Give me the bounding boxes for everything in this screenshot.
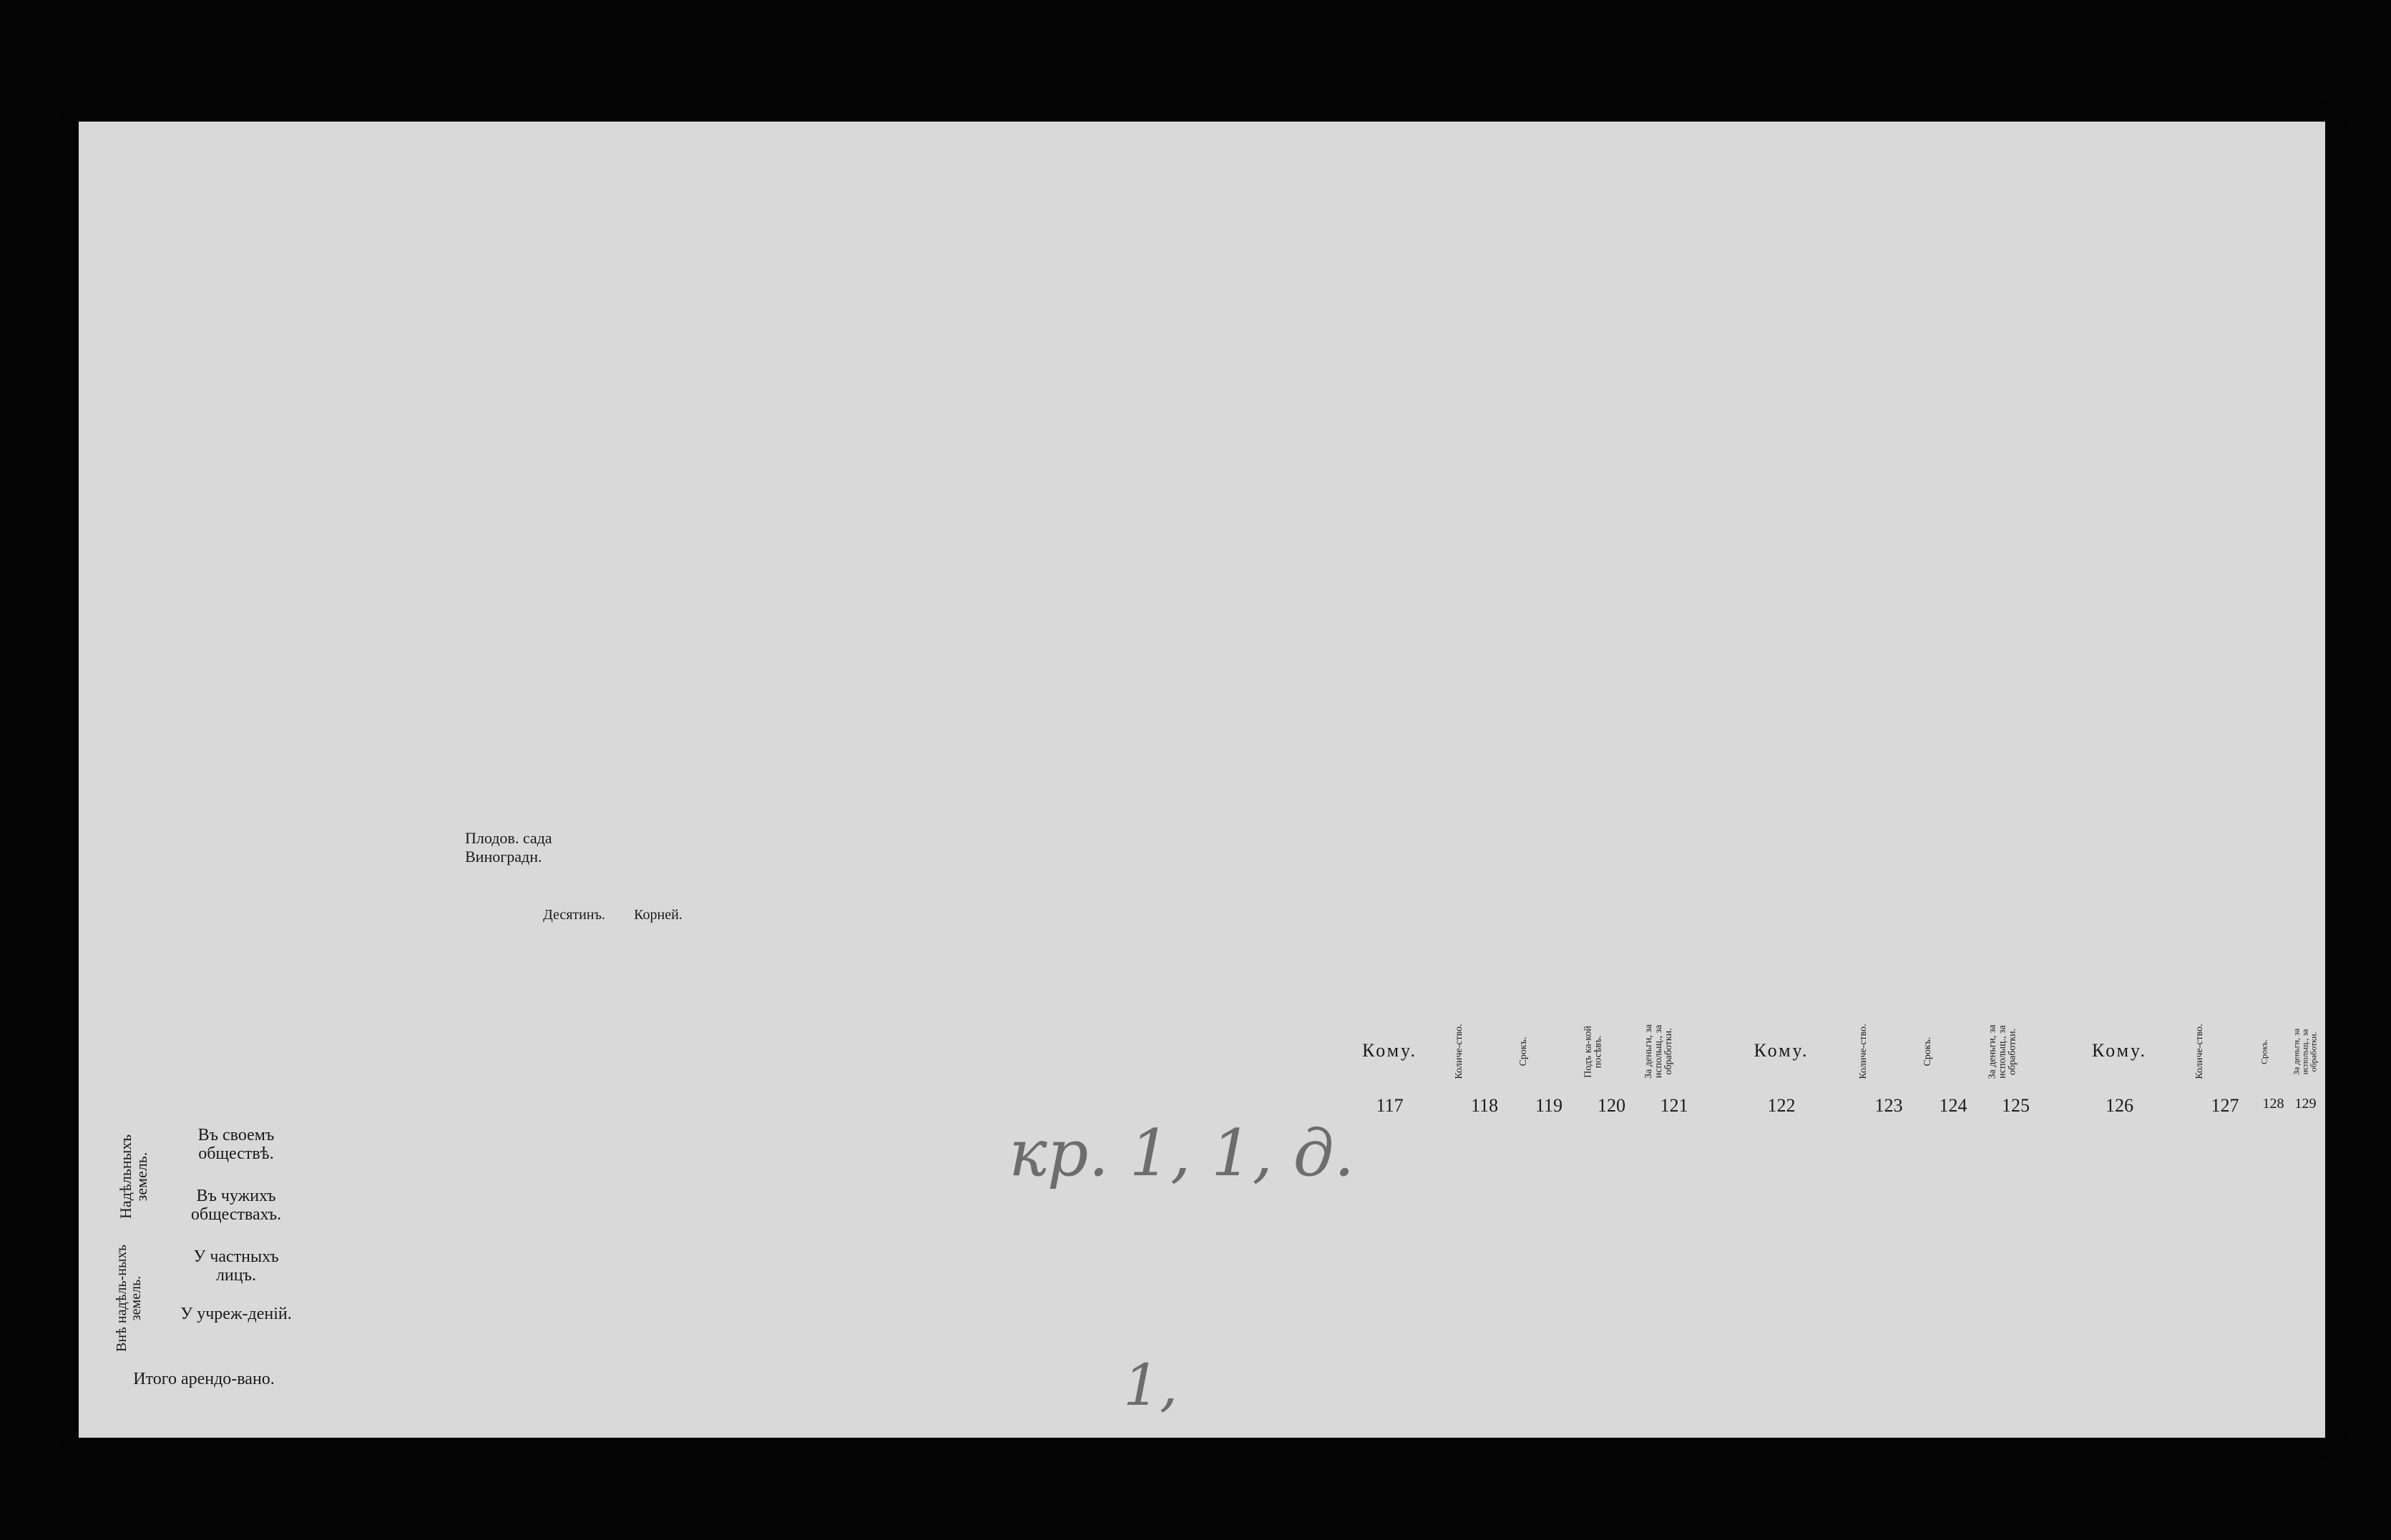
sdacha-number-128: 128	[2262, 1096, 2284, 1112]
est-has-items	[465, 830, 712, 867]
handwritten-mark: 1,	[1123, 1352, 1178, 1418]
sdacha-header-8: Срокъ.	[1922, 1036, 1933, 1066]
handwritten-note: кр. 1, 1, д.	[1009, 1116, 1355, 1191]
group-label-non-allotment: Внѣ надѣль-ныхъ земель.	[114, 1245, 144, 1352]
sdacha-header-11: Количе-ство.	[2194, 1024, 2205, 1079]
sdacha-header-12: Срокъ.	[2259, 1039, 2269, 1064]
sdacha-number-129: 129	[2294, 1096, 2317, 1112]
sdacha-number-123: 123	[1874, 1095, 1903, 1116]
sdacha-header-10: Кому.	[2092, 1040, 2147, 1061]
sdacha-number-121: 121	[1660, 1095, 1688, 1116]
sdacha-number-125: 125	[2002, 1095, 2030, 1116]
sdacha-number-122: 122	[1767, 1095, 1796, 1116]
sdacha-number-118: 118	[1470, 1095, 1499, 1116]
lease-row-label-4: У учреж-деній.	[180, 1305, 292, 1323]
sdacha-number-124: 124	[1939, 1095, 1967, 1116]
sdacha-number-120: 120	[1598, 1095, 1625, 1116]
est-item-1: Плодов. сада	[465, 829, 552, 847]
sdacha-number-117: 117	[1376, 1095, 1404, 1116]
group-label-allotment: Надѣльныхъ земель.	[117, 1134, 150, 1219]
est-desyatin: Десятинъ.	[543, 907, 605, 923]
sdacha-header-7: Количе-ство.	[1858, 1024, 1869, 1079]
sdacha-header-6: Кому.	[1754, 1040, 1809, 1061]
sdacha-header-3: Срокъ.	[1518, 1036, 1529, 1066]
sdacha-number-119: 119	[1535, 1095, 1563, 1116]
sdacha-header-9: За деньги, за испольщ., за обработки.	[1987, 1024, 2018, 1079]
lease-row-label-3: У частныхъ лицъ.	[193, 1247, 279, 1285]
lease-row-label-2: Въ чужихъ обществахъ.	[190, 1187, 282, 1225]
census-card	[79, 122, 2325, 1438]
sdacha-header-4: Подъ ка-кой посѣвъ.	[1583, 1025, 1603, 1078]
lease-row-label-1: Въ своемъ обществѣ.	[197, 1126, 275, 1164]
sdacha-number-126: 126	[2106, 1095, 2133, 1116]
sdacha-header-13: За деньги, за испольщ., за обработки.	[2291, 1028, 2318, 1075]
est-item-2: Виноградн.	[465, 848, 542, 865]
lease-total-row-label: Итого арендо-вано.	[133, 1370, 275, 1388]
est-roots: Корней.	[634, 907, 683, 923]
sdacha-header-1: Кому.	[1362, 1040, 1417, 1061]
sdacha-header-5: За деньги, за испольщ., за обработки.	[1643, 1024, 1674, 1079]
sdacha-number-127: 127	[2211, 1095, 2239, 1116]
sdacha-header-2: Количе-ство.	[1454, 1024, 1465, 1079]
